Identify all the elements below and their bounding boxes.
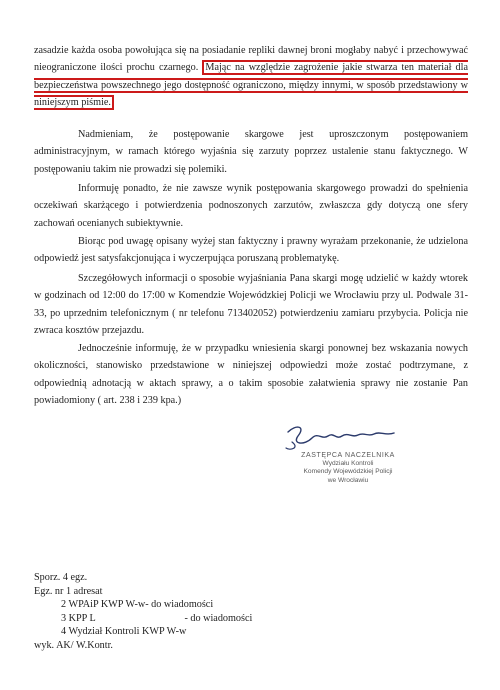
stamp-line-2: Wydziału Kontroli	[322, 460, 374, 468]
official-stamp	[268, 452, 428, 485]
paragraph-5: Szczegółowych informacji o sposobie wyjaśniania Pana skargi mogę udzielić w każdy wtorek w godzinach od 12:00 do 17:00 w Komendzie Wojewódzkiej Policji we Wrocławiu przy ul. Podwale 31-33, po uprzednim telefonicznym ( nr telefonu 713402052) potwierdzeniu zamiaru przybycia. Policja nie zwraca kosztów przejazdu.	[34, 273, 468, 336]
copy-3	[34, 612, 334, 626]
distribution-list	[34, 571, 334, 653]
copy-2: 2 WPAiP KWP W-w- do wiadomości	[61, 599, 214, 611]
copy-4: 4 Wydział Kontroli KWP W-w	[61, 626, 187, 638]
paragraph-1-text: zasadzie każda osoba powołująca się na posiadanie repliki dawnej broni mogłaby nabyć i przechowywać nieograniczone ilości prochu czarnego.	[34, 45, 468, 74]
copy-3-suffix: - do wiadomości	[184, 612, 253, 624]
redacted-area	[98, 614, 182, 623]
highlighted-passage: Mając na względzie zagrożenie jakie stwarza ten materiał dla bezpieczeństwa powszechnego jego dostępność ograniczono, między innymi, w sposób przedstawiony w niniejszym piśmie.	[34, 62, 468, 108]
paragraph-4: Biorąc pod uwagę opisany wyżej stan faktyczny i prawny wyrażam przekonanie, że udzielona odpowiedź jest satysfakcjonująca i wyczerpująca poruszaną problematykę.	[34, 236, 468, 265]
paragraph-6: Jednocześnie informuję, że w przypadku wniesienia skargi ponownej bez wskazania nowych okoliczności, stanowisko przedstawione w niniejszej odpowiedzi może zostać podtrzymane, z odpowiednią adnotacją w aktach sprawy, a o takim sposobie załatwienia sprawy nie zostanie Pan powiadomiony ( art. 238 i 239 kpa.)	[34, 343, 468, 406]
stamp-line-4: we Wrocławiu	[327, 476, 369, 484]
copy-3-prefix: 3 KPP L	[61, 612, 96, 624]
paragraph-1	[34, 42, 468, 111]
stamp-title: ZASTĘPCA NACZELNIKA	[301, 452, 395, 459]
paragraph-3: Informuję ponadto, że nie zawsze wynik postępowania skargowego prowadzi do spełnienia oczekiwań skarżącego i potwierdzenia podnoszonych zarzutów, zwłaszcza gdy dotyczą one sfery zachowań ocenianych subiektywnie.	[34, 183, 468, 229]
stamp-line-3: Komendy Wojewódzkiej Policji	[303, 468, 393, 476]
handwritten-signature	[282, 418, 402, 452]
copies-count: Sporz. 4 egz.	[34, 572, 88, 583]
author-note: wyk. AK/ W.Kontr.	[34, 639, 113, 651]
paragraph-2: Nadmieniam, że postępowanie skargowe jest uproszczonym postępowaniem administracyjnym, w ramach którego wyjaśnia się zarzuty poprzez ustalenie stanu faktycznego. W postępowaniu takim nie prowadzi się polemiki.	[34, 129, 468, 175]
copy-1: Egz. nr 1 adresat	[34, 585, 103, 597]
